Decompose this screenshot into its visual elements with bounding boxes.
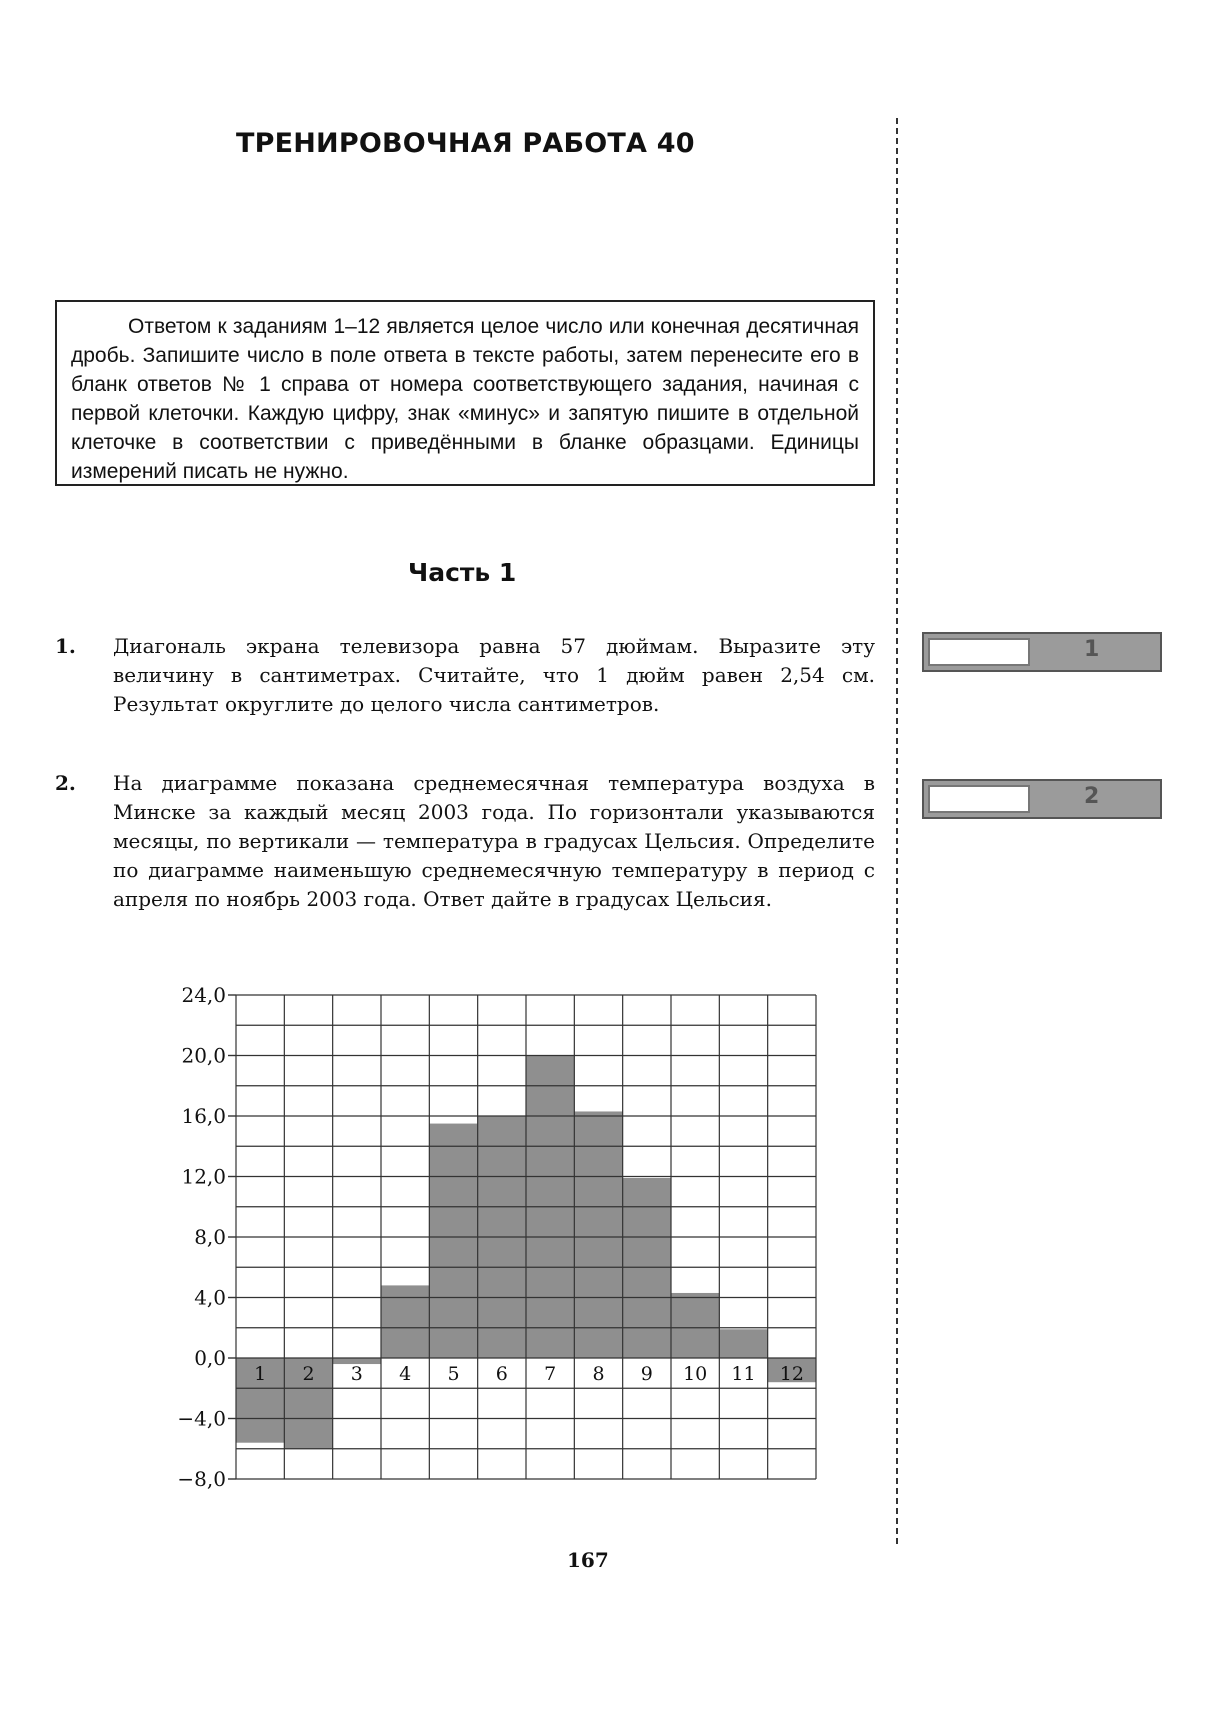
x-tick-label: 5 <box>447 1363 460 1386</box>
answer-field-2[interactable] <box>928 785 1030 813</box>
answer-box-1-label: 1 <box>1084 637 1100 662</box>
bar-11 <box>719 1329 767 1358</box>
x-tick-label: 6 <box>495 1363 508 1386</box>
answer-box-1 <box>922 632 1162 672</box>
y-tick-label: −4,0 <box>177 1406 226 1431</box>
x-tick-label: 4 <box>399 1363 412 1386</box>
task-2 <box>55 769 875 914</box>
x-tick-label: 8 <box>592 1363 605 1386</box>
cut-line <box>896 118 898 1544</box>
task-2-number: 2. <box>55 771 76 795</box>
instructions-text: Ответом к заданиям 1–12 является целое число или конечная десятичная дробь. Запишите число в поле ответа в тексте работы, затем перенесите его в бланк ответов № 1 справа от номера соответствующего задания, начиная с первой клеточки. Каждую цифру, знак «минус» и запятую пишите в отдельной клеточке в соответствии с приведёнными в бланке образцами. Единицы измерений писать не нужно. <box>71 315 859 483</box>
answer-field-1[interactable] <box>928 638 1030 666</box>
x-tick-label: 11 <box>731 1363 756 1386</box>
y-tick-label: 0,0 <box>194 1346 226 1370</box>
x-tick-label: 1 <box>254 1363 267 1386</box>
task-1-text: Диагональ экрана телевизора равна 57 дюймам. Выразите эту величину в сантиметрах. Считайте, что 1 дюйм равен 2,54 см. Результат округлите до целого числа сантиметров. <box>113 634 875 716</box>
bar-10 <box>671 1293 719 1358</box>
x-tick-label: 2 <box>302 1363 315 1386</box>
y-tick-label: 8,0 <box>194 1225 226 1249</box>
y-tick-label: −8,0 <box>177 1467 226 1491</box>
x-tick-label: 10 <box>683 1363 708 1386</box>
bar-4 <box>381 1285 429 1358</box>
y-tick-label: 4,0 <box>194 1285 226 1310</box>
answer-box-2 <box>922 779 1162 819</box>
instructions-box <box>55 300 875 486</box>
bar-9 <box>623 1178 671 1358</box>
task-2-text: На диаграмме показана среднемесячная температура воздуха в Минске за каждый месяц 2003 года. По горизонтали указываются месяцы, по вертикали — температура в градусах Цельсия. Определите по диаграмме наименьшую среднемесячную температуру в период с апреля по ноябрь 2003 года. Ответ дайте в градусах Цельсия. <box>113 771 875 911</box>
y-tick-label: 16,0 <box>181 1104 226 1128</box>
task-1 <box>55 632 875 719</box>
part-title: Часть 1 <box>408 558 517 587</box>
bar-5 <box>429 1124 477 1358</box>
task-1-number: 1. <box>55 634 76 658</box>
y-tick-label: 20,0 <box>181 1043 226 1068</box>
answer-box-2-label: 2 <box>1084 784 1100 809</box>
x-tick-label: 9 <box>640 1363 653 1386</box>
x-tick-label: 7 <box>544 1363 557 1386</box>
page-title: ТРЕНИРОВОЧНАЯ РАБОТА 40 <box>236 128 695 159</box>
page-number: 167 <box>567 1548 609 1572</box>
x-tick-label: 3 <box>350 1363 363 1386</box>
bar-8 <box>574 1111 622 1358</box>
temperature-chart <box>150 975 830 1495</box>
y-tick-label: 12,0 <box>181 1164 226 1189</box>
x-tick-label: 12 <box>779 1363 804 1386</box>
y-tick-label: 24,0 <box>181 983 226 1007</box>
